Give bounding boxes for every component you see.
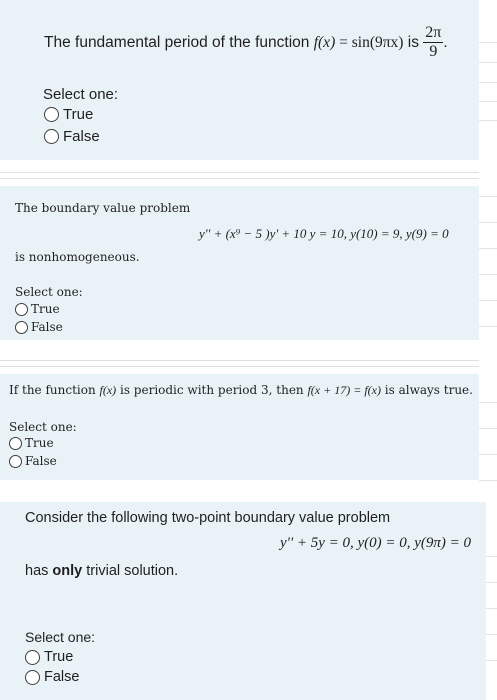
option-true[interactable] <box>9 436 54 450</box>
question-text: The fundamental period of the function f(x) = sin(9πx) is $\frac{2\pi}{9}$ . <box>44 24 448 60</box>
radio-true[interactable] <box>25 650 40 665</box>
question-separator <box>0 178 479 179</box>
option-true[interactable] <box>15 302 60 316</box>
radio-false[interactable] <box>9 455 22 468</box>
edge-rule <box>479 101 497 102</box>
equation: y'' + (x⁹ − 5 )y' + 10 y = 10, y(10) = 9, y(9) = 0 <box>199 226 449 241</box>
radio-true[interactable] <box>44 107 59 122</box>
radio-false[interactable] <box>25 670 40 685</box>
edge-rule <box>479 248 497 249</box>
fraction: $\frac{2\pi}{9}$ <box>425 24 442 60</box>
edge-rule <box>479 196 497 197</box>
radio-false[interactable] <box>15 321 28 334</box>
edge-rule <box>479 62 497 63</box>
option-false[interactable] <box>9 454 57 468</box>
option-label: False <box>63 128 100 145</box>
edge-rule <box>479 480 497 481</box>
question-card-4 <box>0 502 486 700</box>
question-card-2 <box>0 186 479 340</box>
edge-rule <box>479 120 497 121</box>
edge-rule <box>479 454 497 455</box>
option-false[interactable] <box>15 320 63 334</box>
question-card-3 <box>0 374 479 480</box>
option-label: True <box>25 436 54 450</box>
statement-text: has only trivial solution. <box>25 563 179 579</box>
question-separator <box>0 172 479 173</box>
option-true[interactable] <box>25 649 73 665</box>
question-text: Consider the following two-point boundary value problem <box>25 510 391 526</box>
select-one-label: Select one: <box>9 420 77 434</box>
question-text: The boundary value problem <box>15 201 191 215</box>
equation: y'' + 5y = 0, y(0) = 0, y(9π) = 0 <box>280 535 472 551</box>
option-true[interactable] <box>44 106 93 123</box>
edge-rule <box>479 402 497 403</box>
option-label: False <box>25 454 57 468</box>
statement-text: is nonhomogeneous. <box>15 250 140 264</box>
question-separator <box>0 366 479 367</box>
question-separator <box>0 360 479 361</box>
option-label: False <box>44 669 80 685</box>
radio-false[interactable] <box>44 129 59 144</box>
option-false[interactable] <box>44 128 100 145</box>
select-one-label: Select one: <box>43 86 119 103</box>
option-label: False <box>31 320 63 334</box>
select-one-label: Select one: <box>25 629 96 645</box>
radio-true[interactable] <box>15 303 28 316</box>
edge-rule <box>479 274 497 275</box>
edge-rule <box>479 326 497 327</box>
edge-rule <box>479 300 497 301</box>
edge-rule <box>479 428 497 429</box>
select-one-label: Select one: <box>15 285 83 299</box>
radio-true[interactable] <box>9 437 22 450</box>
question-text: If the function f(x) is periodic with period 3, then f(x + 17) = f(x) is always true. <box>9 383 473 397</box>
question-card-1 <box>0 0 479 160</box>
edge-rule <box>479 222 497 223</box>
edge-rule <box>479 82 497 83</box>
option-label: True <box>44 649 74 665</box>
option-label: True <box>63 106 94 123</box>
option-label: True <box>31 302 60 316</box>
edge-rule <box>479 42 497 43</box>
option-false[interactable] <box>25 669 79 685</box>
